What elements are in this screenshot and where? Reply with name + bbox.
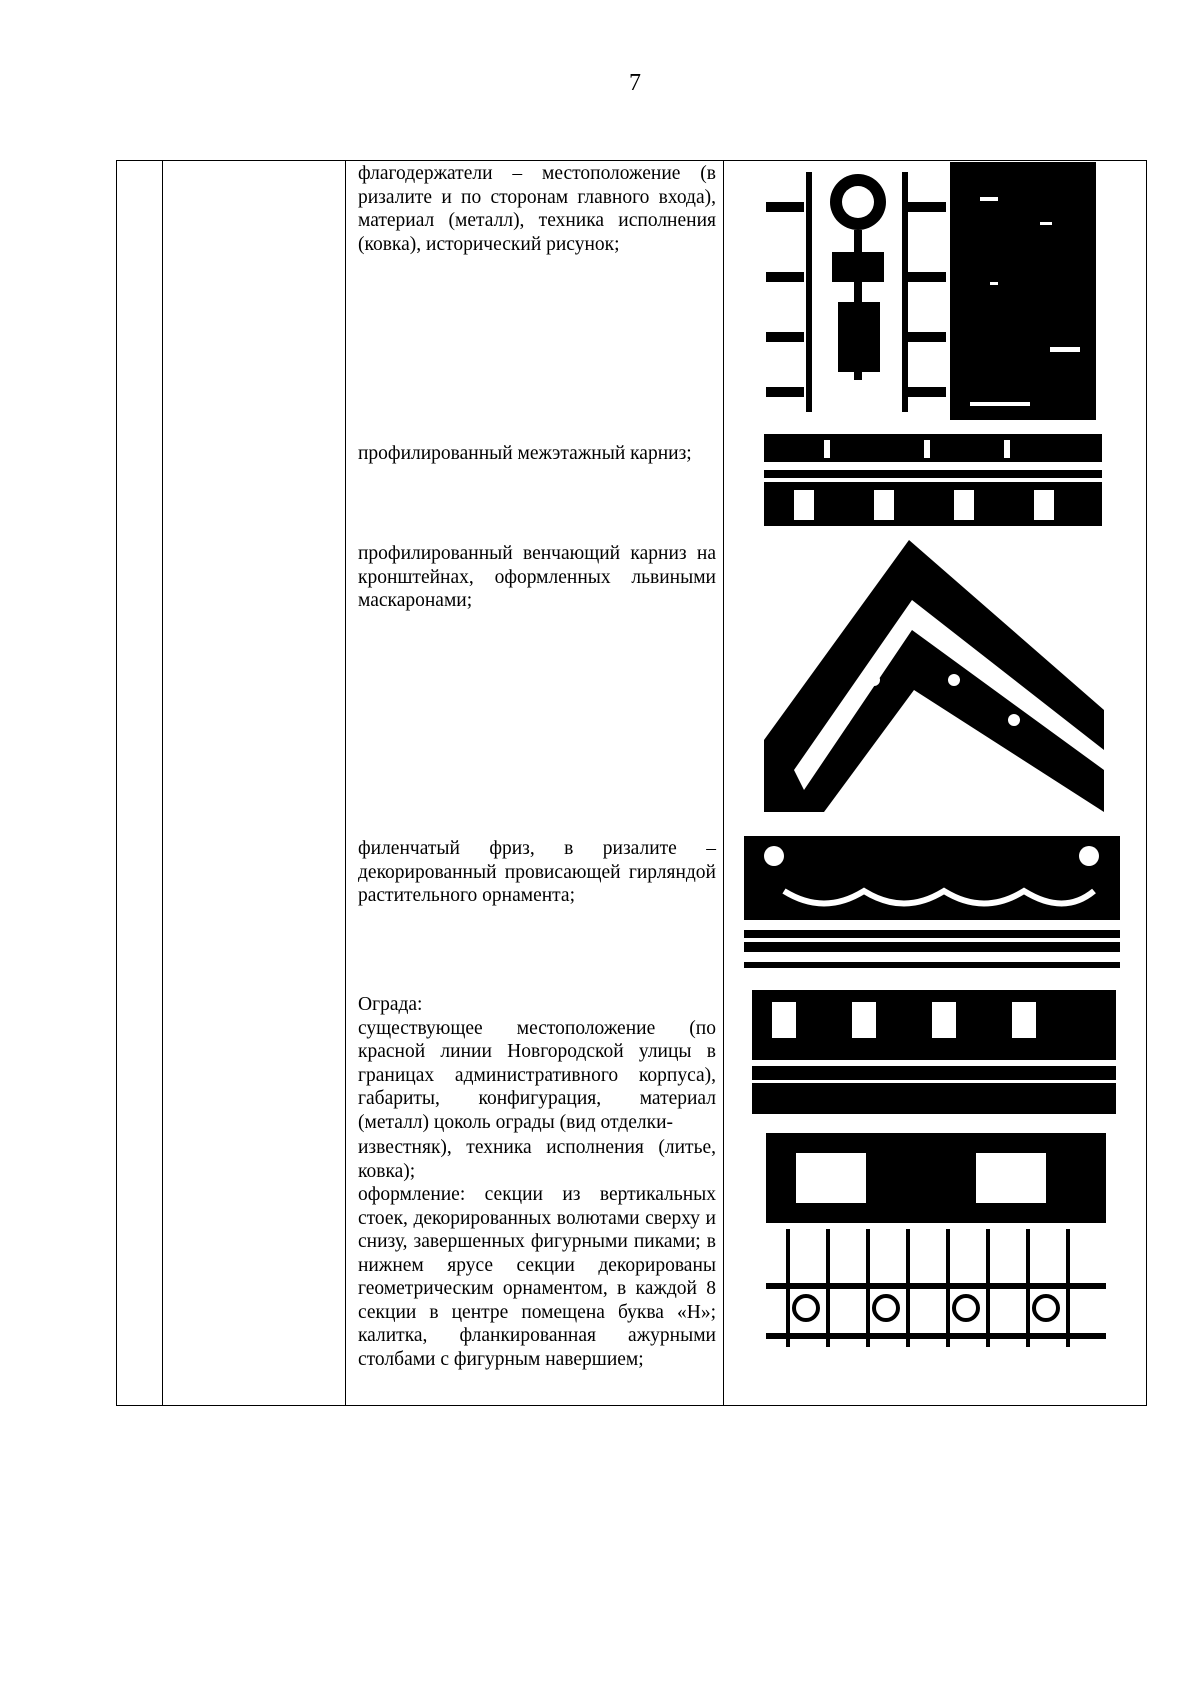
fence-photo (752, 990, 1116, 1114)
item-crowning-cornice (358, 542, 716, 613)
item-panelled-frieze (358, 837, 716, 908)
flag-holder-photo (766, 162, 946, 420)
flag-holder-photo-dark (950, 162, 1096, 420)
item-heading: Ограда: (358, 994, 423, 1015)
column-divider (345, 161, 346, 1405)
fence-detail-photo (766, 1133, 1106, 1353)
column-divider (162, 161, 163, 1405)
interfloor-cornice-photo (764, 434, 1102, 526)
item-text: известняк), техника исполнения (литье, ковка); (358, 1137, 716, 1182)
item-fence (358, 993, 716, 1371)
item-text: профилированный венчающий карниз на кронштейнах, оформленных львиными маскаронами; (358, 543, 716, 611)
item-text: филенчатый фриз, в ризалите – декорированный провисающей гирляндой растительного орнамента; (358, 838, 716, 906)
item-text: оформление: секции из вертикальных стоек, декорированных волютами сверху и снизу, завершенных фигурными пиками; в нижнем ярусе секции декорированы геометрическим орнаментом, в каждой 8 секции в центре помещена буква «Н»; калитка, фланкированная ажурными столбами с фигурным навершием; (358, 1184, 716, 1370)
column-divider (723, 161, 724, 1405)
item-text: флагодержатели – местоположение (в ризалите и по сторонам главного входа), материал (металл), техника исполнения (ковка), исторический рисунок; (358, 163, 716, 255)
item-text: профилированный межэтажный карниз; (358, 443, 692, 464)
item-text: существующее местоположение (по красной линии Новгородской улицы в границах административного корпуса), габариты, конфигурация, материал (металл) цоколь ограды (вид отделки- (358, 1017, 716, 1133)
page-number: 7 (629, 70, 641, 96)
item-flag-holders (358, 162, 716, 256)
crowning-cornice-photo (764, 540, 1104, 812)
panelled-frieze-photo (744, 836, 1120, 968)
item-interfloor-cornice (358, 442, 716, 466)
